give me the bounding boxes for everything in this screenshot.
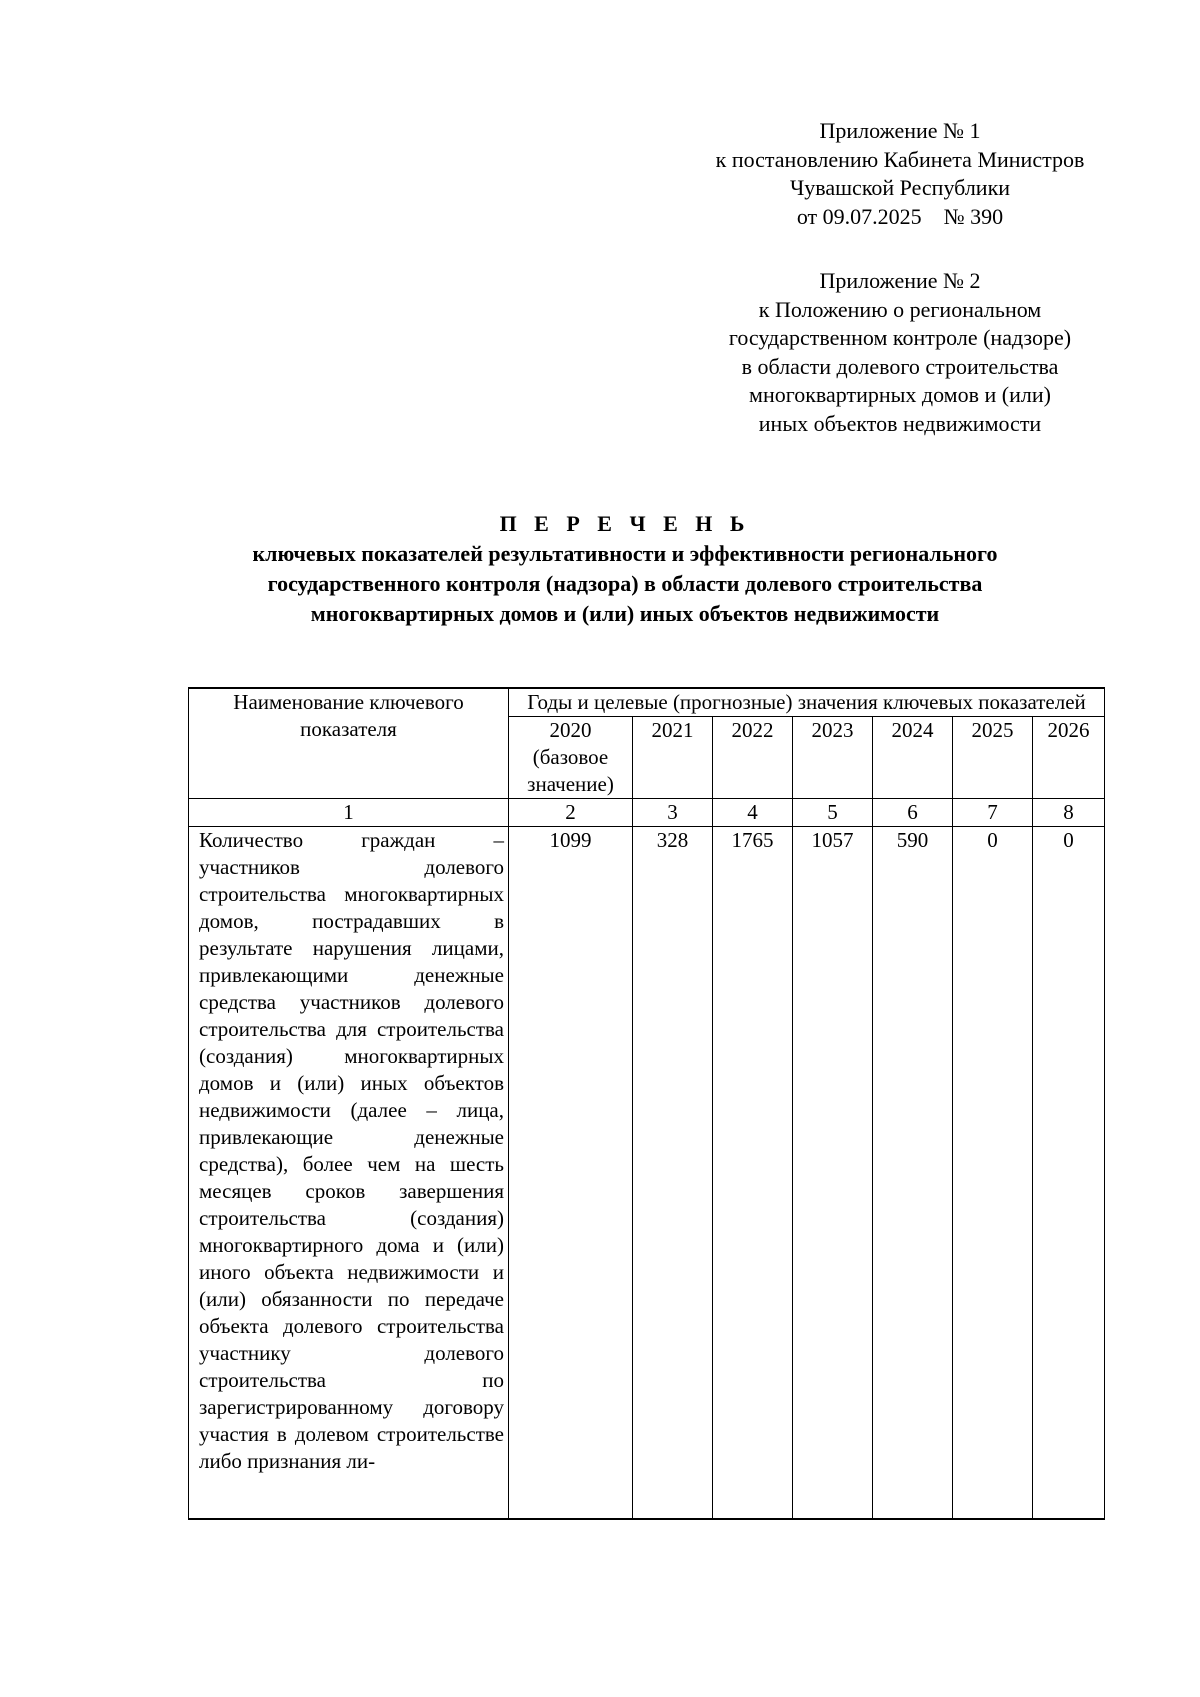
header-year: 2021 <box>633 717 713 799</box>
annex-2-line: многоквартирных домов и (или) <box>749 382 1051 408</box>
annex-1-line: от 09.07.2025 № 390 <box>796 203 1004 229</box>
header-year: 2026 <box>1033 717 1105 799</box>
annex-2-line: Приложение № 2 <box>819 268 981 293</box>
column-number: 6 <box>873 799 953 827</box>
title-line: ключевых показателей результативности и эффективности регионального <box>252 541 998 566</box>
header-indicator-name: Наименование ключевого показателя <box>189 688 509 799</box>
kpi-table <box>188 687 1105 1520</box>
header-year: 2022 <box>713 717 793 799</box>
header-year: 2023 <box>793 717 873 799</box>
indicator-value-2022: 1765 <box>713 827 793 1520</box>
column-number-row <box>189 799 1105 827</box>
indicator-value-2021: 328 <box>633 827 713 1520</box>
title-line: многоквартирных домов и (или) иных объектов недвижимости <box>310 601 940 626</box>
annex-1-line: к постановлению Кабинета Министров <box>715 146 1085 172</box>
column-number: 7 <box>953 799 1033 827</box>
title-heading: П Е Р Е Ч Е Н Ь <box>499 511 751 536</box>
indicator-value-2020: 1099 <box>509 827 633 1520</box>
column-number: 3 <box>633 799 713 827</box>
header-year: 2025 <box>953 717 1033 799</box>
annex-2-line: иных объектов недвижимости <box>758 410 1042 436</box>
indicator-name: Количество граждан – участников долевого строительства многоквартирных домов, пострадавших в результате нарушения лицами, привлекающими денежные средства участников долевого строительства для строительства (создания) многоквартирных домов и (или) иных объектов недвижимости (далее – лица, привлекающие денежные средства), более чем на шесть месяцев сроков завершения строительства (создания) многоквартирного дома и (или) иного объекта недвижимости и (или) обязанности по передаче объекта долевого строительства участнику долевого строительства по зарегистрированному договору участия в долевом строительстве либо признания ли- <box>189 827 509 1520</box>
title-line: государственного контроля (надзора) в области долевого строительства <box>267 571 983 596</box>
annex-2-line: к Положению о региональном <box>758 296 1042 322</box>
annex-1-line: Чувашской Республики <box>789 175 1011 201</box>
indicator-value-2023: 1057 <box>793 827 873 1520</box>
indicator-value-2025: 0 <box>953 827 1033 1520</box>
column-number: 5 <box>793 799 873 827</box>
indicator-value-2026: 0 <box>1033 827 1105 1520</box>
column-number: 2 <box>509 799 633 827</box>
table-header-row <box>189 688 1105 717</box>
annex-1-line: Приложение № 1 <box>819 118 981 143</box>
header-years-group: Годы и целевые (прогнозные) значения ключевых показателей <box>509 688 1105 717</box>
indicator-value-2024: 590 <box>873 827 953 1520</box>
annex-2-line: государственном контроле (надзоре) <box>728 325 1072 351</box>
document-title <box>150 0 1100 629</box>
column-number: 1 <box>189 799 509 827</box>
annex-2-line: в области долевого строительства <box>741 353 1059 379</box>
column-number: 8 <box>1033 799 1105 827</box>
header-year: 2024 <box>873 717 953 799</box>
column-number: 4 <box>713 799 793 827</box>
header-year: 2020 (базовое значение) <box>509 717 633 799</box>
table-row <box>189 827 1105 1520</box>
